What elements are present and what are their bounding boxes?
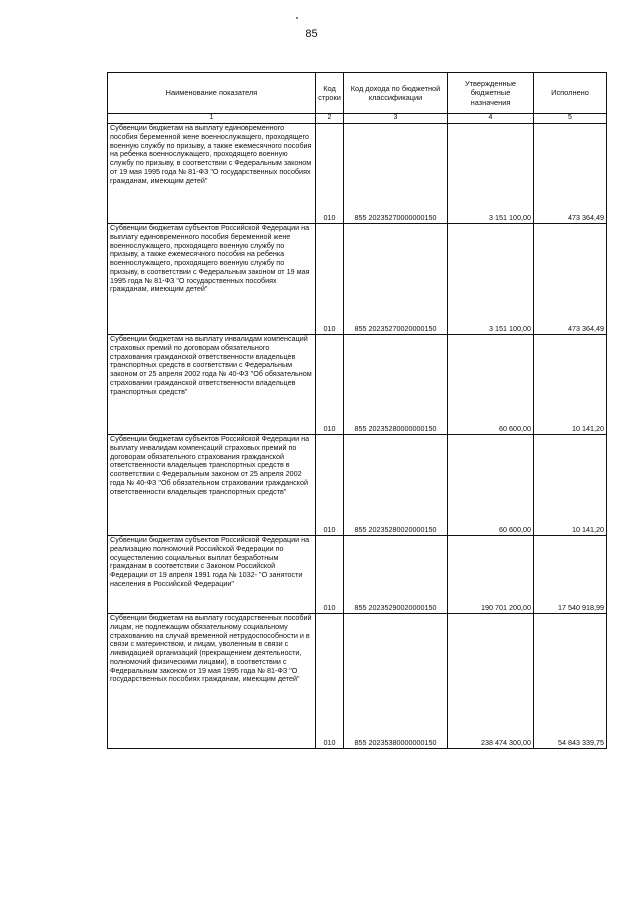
table-row [108, 536, 607, 614]
row-line-code: 010 [316, 614, 344, 749]
row-name: Субвенции бюджетам субъектов Российской Федерации на реализацию полномочий Российской Федерации по осуществлению социальных выплат безработным гражданам в соответствии с Законом Российской Федерации от 19 апреля 1991 года № 1032- "О занятости населения в Российской Федерации" [108, 536, 316, 614]
row-name: Субвенции бюджетам на выплату инвалидам компенсаций страховых премий по договорам обязательного страхования гражданской ответственности владельцев транспортных средств в соответствии с Федеральным законом от 25 апреля 2002 года № 40-ФЗ "Об обязательном страховании гражданской ответственности владельцев транспортных средств" [108, 335, 316, 435]
row-budget-code: 855 20235270020000150 [344, 224, 448, 335]
row-line-code: 010 [316, 224, 344, 335]
row-line-code: 010 [316, 435, 344, 536]
row-name: Субвенции бюджетам субъектов Российской Федерации на выплату единовременного пособия беременной жене военнослужащего, проходящего военную службу по призыву, а также ежемесячного пособия на ребенка военнослужащего, проходящего военную службу по призыву, в соответствии с Федеральным законом от 19 мая 1995 года № 81-ФЗ "О государственных пособиях гражданам, имеющим детей" [108, 224, 316, 335]
row-name: Субвенции бюджетам субъектов Российской Федерации на выплату инвалидам компенсаций страховых премий по договорам обязательного страхования гражданской ответственности владельцев транспортных средств в соответствии с Федеральным законом от 25 апреля 2002 года № 40-ФЗ "Об обязательном страховании гражданской ответственности владельцев транспортных средств" [108, 435, 316, 536]
scan-speck [296, 17, 298, 19]
row-executed: 10 141,20 [534, 335, 607, 435]
row-line-code: 010 [316, 124, 344, 224]
table-row [108, 124, 607, 224]
header-name: Наименование показателя [108, 73, 316, 114]
row-executed: 17 540 918,99 [534, 536, 607, 614]
row-name: Субвенции бюджетам на выплату единовременного пособия беременной жене военнослужащего, проходящего военную службу по призыву, а также ежемесячного пособия на ребенка военнослужащего, проходящего военную службу по призыву, в соответствии с Федеральным законом от 19 мая 1995 года № 81-ФЗ "О государственных пособиях гражданам, имеющим детей" [108, 124, 316, 224]
row-approved: 238 474 300,00 [448, 614, 534, 749]
row-approved: 60 600,00 [448, 435, 534, 536]
column-number: 2 [316, 114, 344, 124]
row-budget-code: 855 20235380000000150 [344, 614, 448, 749]
row-approved: 190 701 200,00 [448, 536, 534, 614]
column-number: 3 [344, 114, 448, 124]
budget-report-table [107, 72, 607, 749]
column-number-row [108, 114, 607, 124]
table-row [108, 435, 607, 536]
header-budget-code: Код дохода по бюджетной классификации [344, 73, 448, 114]
table-row [108, 614, 607, 749]
column-number: 5 [534, 114, 607, 124]
row-budget-code: 855 20235280000000150 [344, 335, 448, 435]
row-line-code: 010 [316, 536, 344, 614]
header-executed: Исполнено [534, 73, 607, 114]
column-number: 1 [108, 114, 316, 124]
header-approved: Утвержденные бюджетные назначения [448, 73, 534, 114]
row-executed: 54 843 339,75 [534, 614, 607, 749]
table-row [108, 335, 607, 435]
header-row [108, 73, 607, 114]
table-row [108, 224, 607, 335]
row-approved: 60 600,00 [448, 335, 534, 435]
row-executed: 10 141,20 [534, 435, 607, 536]
row-line-code: 010 [316, 335, 344, 435]
row-budget-code: 855 20235280020000150 [344, 435, 448, 536]
page-number: 85 [305, 28, 318, 40]
header-line-code: Код строки [316, 73, 344, 114]
row-executed: 473 364,49 [534, 224, 607, 335]
row-approved: 3 151 100,00 [448, 224, 534, 335]
column-number: 4 [448, 114, 534, 124]
row-approved: 3 151 100,00 [448, 124, 534, 224]
row-budget-code: 855 20235290020000150 [344, 536, 448, 614]
row-name: Субвенции бюджетам на выплату государственных пособий лицам, не подлежащим обязательному социальному страхованию на случай временной нетрудоспособности и в связи с материнством, и лицам, уволенным в связи с ликвидацией организаций (прекращением деятельности, полномочий физическими лицами), в соответствии с Федеральным законом от 19 мая 1995 года № 81-ФЗ "О государственных пособиях гражданам, имеющим детей" [108, 614, 316, 749]
row-executed: 473 364,49 [534, 124, 607, 224]
row-budget-code: 855 20235270000000150 [344, 124, 448, 224]
